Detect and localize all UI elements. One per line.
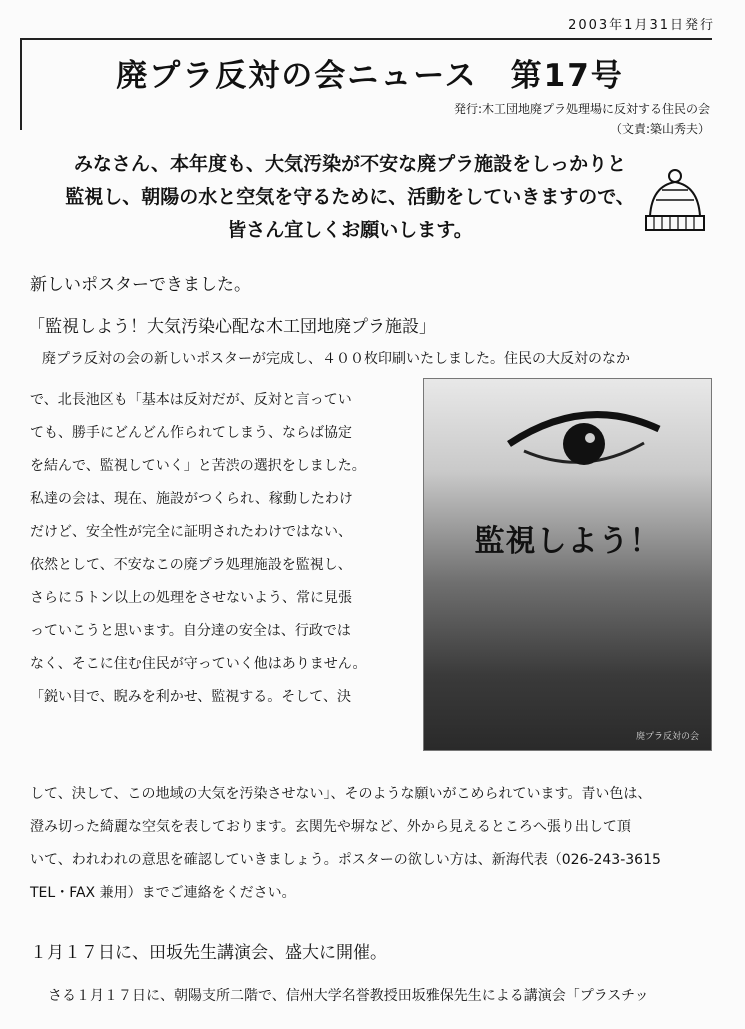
intro-line: 監視し、朝陽の水と空気を守るために、活動をしていきますので、 (65, 186, 635, 208)
body-line: ても、勝手にどんどん作られてしまう、ならば協定 (30, 425, 352, 441)
issue-date: 2003年1月31日発行 (568, 18, 715, 33)
body-line: 澄み切った綺麗な空気を表しております。玄関先や塀など、外から見えるところへ張り出して頂 (30, 819, 631, 835)
body-paragraph-narrow (30, 384, 402, 714)
poster-image (423, 378, 712, 751)
poster-slogan-text: 監視しよう！ (474, 524, 661, 559)
intro-line: みなさん、本年度も、大気汚染が不安な廃プラ施設をしっかりと (73, 153, 627, 175)
body-line: 依然として、不安なこの廃プラ処理施設を監視し、 (30, 557, 352, 573)
body-line: で、北長池区も「基本は反対だが、反対と言ってい (30, 392, 352, 408)
body-line: っていこうと思います。自分達の安全は、行政では (30, 623, 351, 639)
body-line: いて、われわれの意思を確認していきましょう。ポスターの欲しい方は、新海代表（026-243-3615 (30, 852, 661, 868)
knit-hat-icon (640, 168, 710, 238)
body-line: 私達の会は、現在、施設がつくられ、稼動したわけ (30, 491, 353, 507)
poster-slogan: 「監視しよう！大気汚染心配な木工団地廃プラ施設」 (28, 317, 436, 337)
body-paragraph-bottom (30, 778, 720, 910)
publisher-line: 発行:木工団地廃プラ処理場に反対する住民の会 (453, 102, 710, 116)
body-line: 廃プラ反対の会の新しいポスターが完成し、４００枚印刷いたしました。住民の大反対のなか (42, 351, 630, 367)
writer-credit: （文責:築山秀夫） (609, 122, 710, 136)
section-heading: 新しいポスターできました。 (30, 275, 251, 295)
newsletter-title: 廃プラ反対の会ニュース 第17号 (116, 58, 624, 94)
body-line: 「鋭い目で、睨みを利かせ、監視する。そして、決 (30, 689, 352, 705)
body-line: を結んで、監視していく」と苦渋の選択をしました。 (30, 458, 366, 474)
body-paragraph-top (42, 343, 732, 376)
body-line: さる１月１７日に、朝陽支所二階で、信州大学名誉教授田坂雅保先生による講演会「プラスチッ (48, 988, 649, 1004)
body-line: TEL・FAX 兼用）までご連絡をください。 (30, 885, 296, 901)
section-heading-lecture: １月１７日に、田坂先生講演会、盛大に開催。 (30, 943, 387, 963)
poster-credit: 廃プラ反対の会 (635, 732, 699, 742)
intro-message (0, 148, 700, 247)
intro-line: 皆さん宜しくお願いします。 (227, 219, 473, 241)
eye-icon (504, 399, 664, 479)
body-line: なく、そこに住む住民が守っていく他はありません。 (30, 656, 367, 672)
body-line: だけど、安全性が完全に証明されたわけではない、 (30, 524, 352, 540)
body-line: さらに５トン以上の処理をさせないよう、常に見張 (30, 590, 352, 606)
body-line: して、決して、この地域の大気を汚染させない」、そのような願いがこめられています。青い色は、 (30, 786, 652, 802)
